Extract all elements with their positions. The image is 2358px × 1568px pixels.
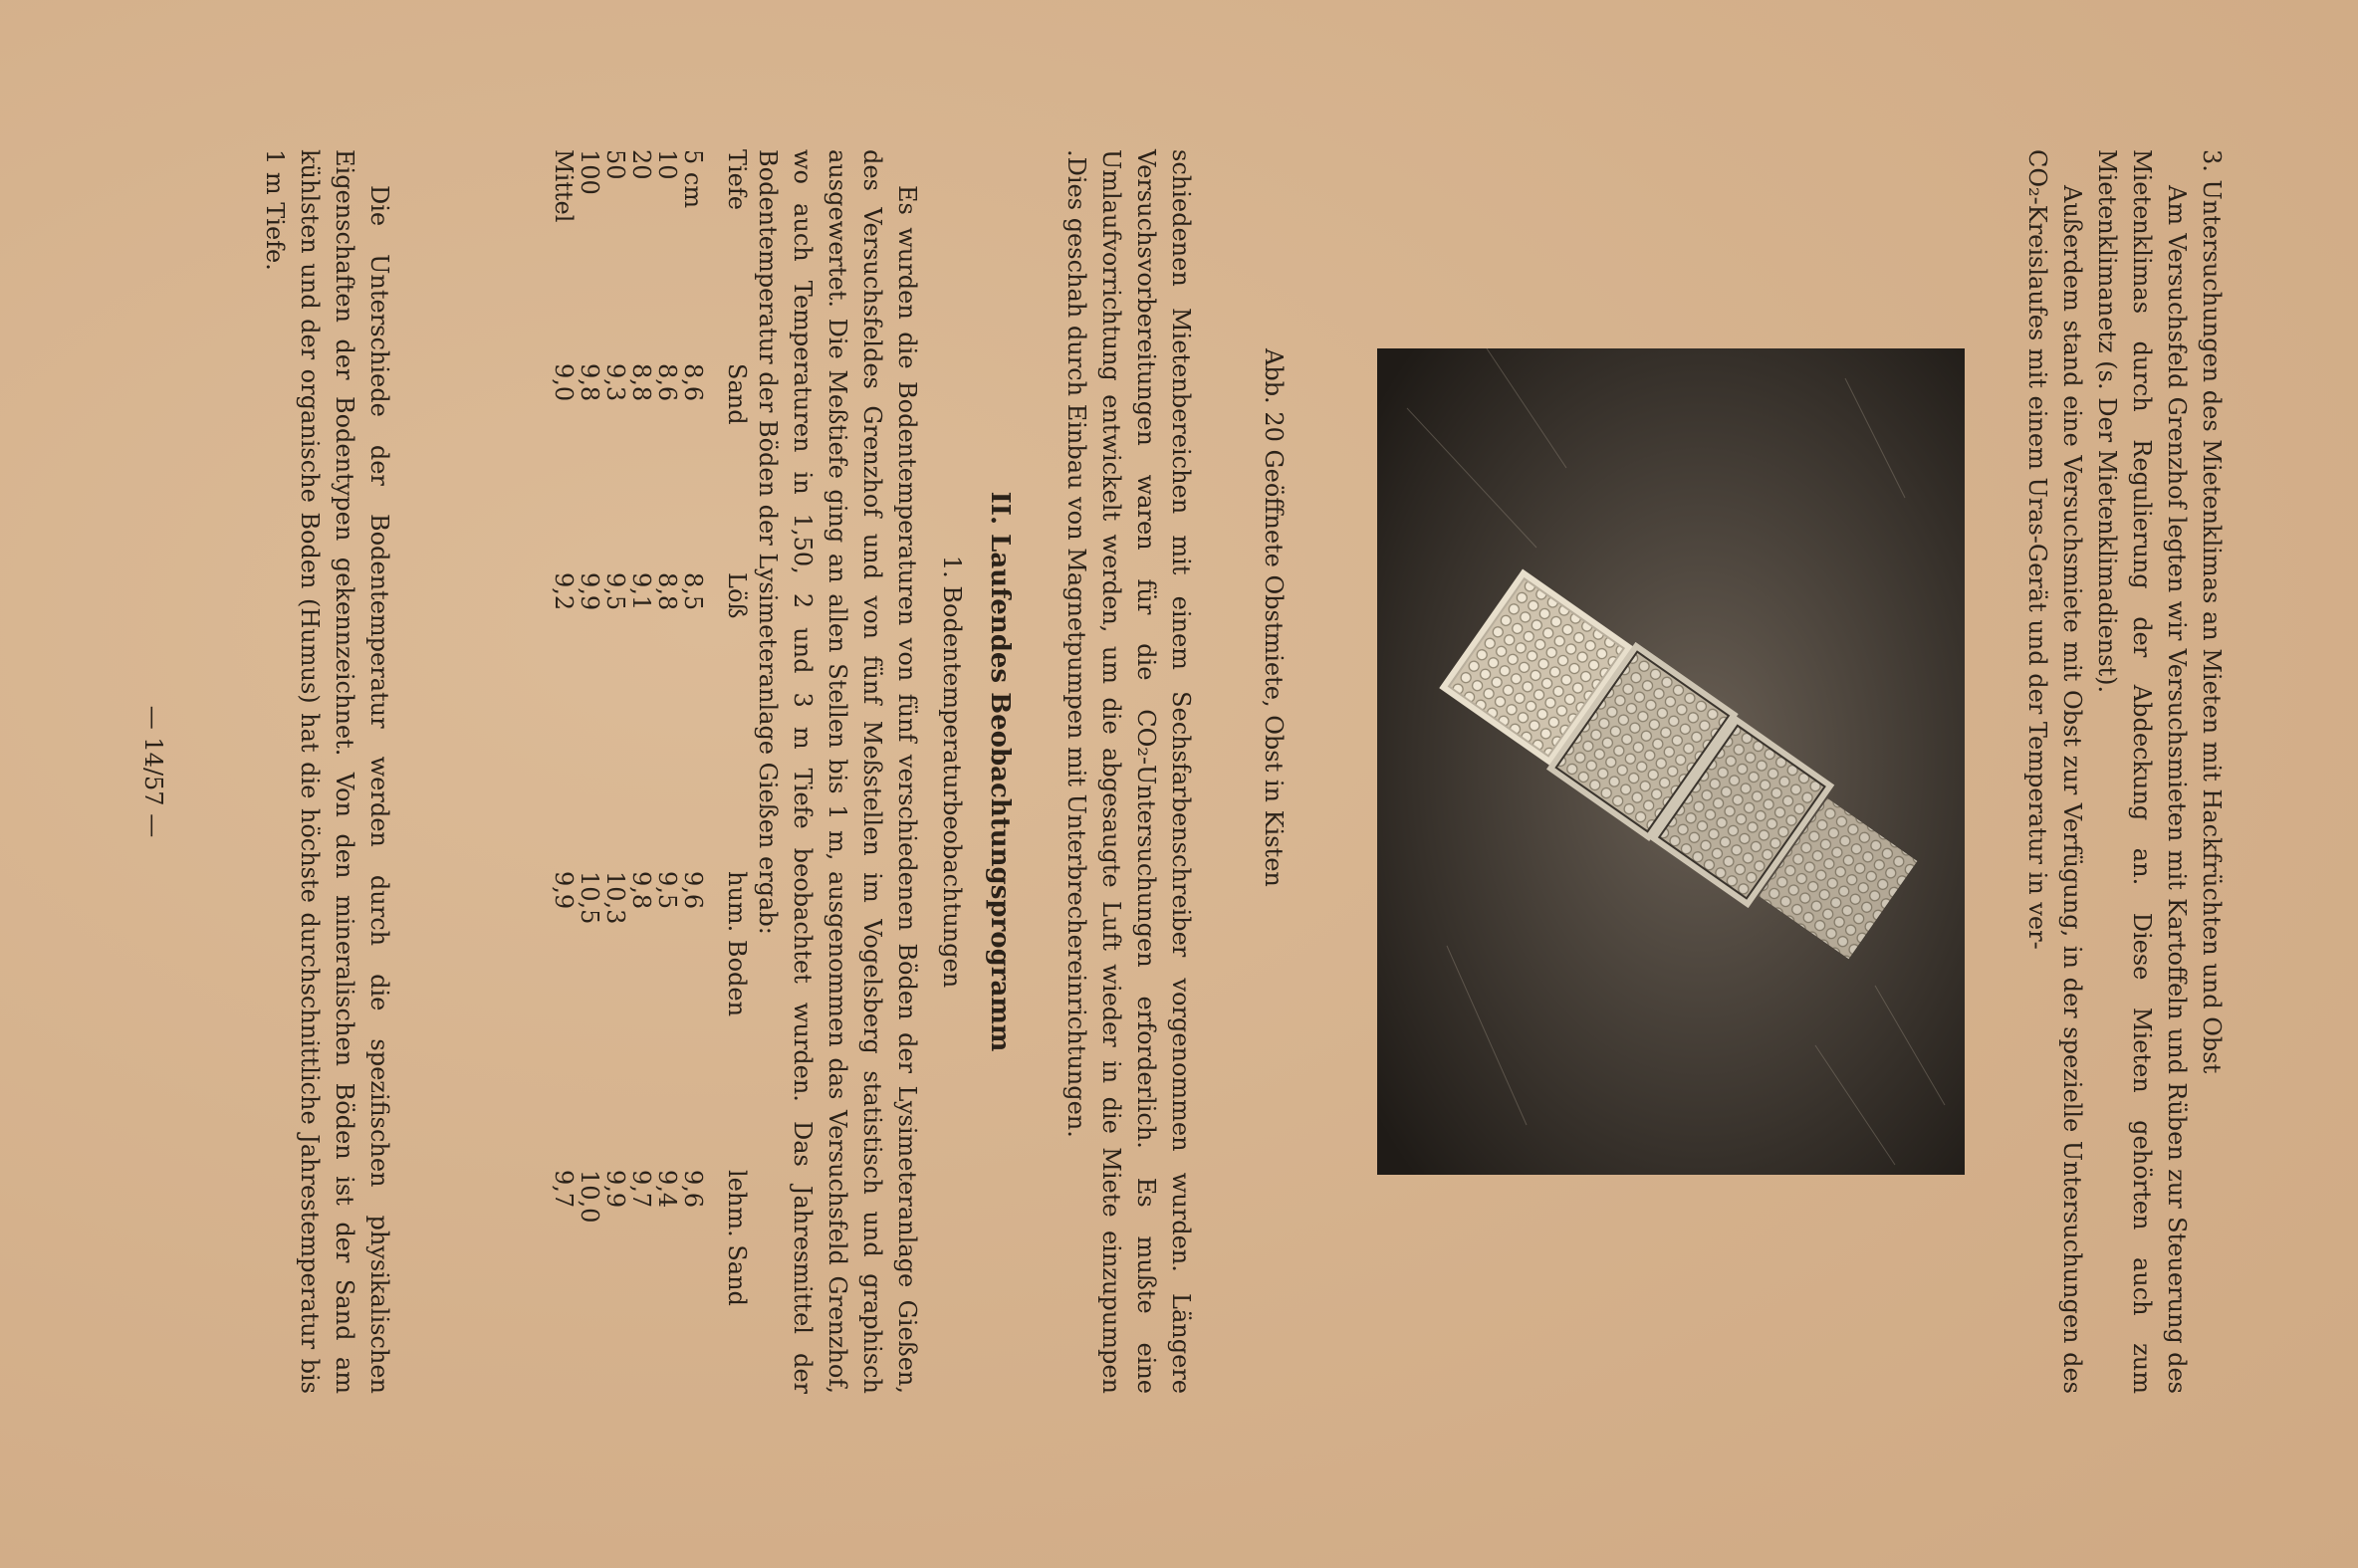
table-row [577,149,602,1389]
paragraph-bodentemperaturen-text: Es wurden die Bodentemperaturen von fünf verschiedenen Böden der Lysimeteranlage Gießen, des Versuchsfeldes Grenzhof und von fünf Meßstellen im Vogelsberg statistisch und graphisch ausgewertet. Die Meßtiefe ging an allen Stellen bis 1 m, ausgenommen das Versuchsfeld Grenzhof, wo auch Temperaturen in 1,50, 2 und 3 m Tiefe beobachtet wurden. Das Jahresmittel der Bodentemperatur der Böden der Lysimeteranlage Gießen ergab: [754,149,921,1394]
cell-lehm-sand: 9,4 [653,1170,681,1209]
figure-caption-text: Abb. 20 Geöffnete Obstmiete, Obst in Kisten [1260,348,1288,887]
col-header-hum-boden: hum. Boden [723,871,751,1017]
cell-lehm-sand: 9,6 [679,1170,707,1209]
table-header-row [706,149,750,1389]
subsection-1-heading [934,149,969,1394]
section-2-title: II. Laufendes Beobachtungsprogramm [985,491,1015,1052]
cell-lehm-sand: 9,7 [627,1170,655,1209]
cell-hum-boden: 10,5 [576,871,603,925]
cell-tiefe: 50 [601,149,629,180]
col-header-loess: Löß [723,572,751,619]
col-header-sand: Sand [723,363,751,425]
col-header-tiefe: Tiefe [723,149,751,210]
paragraph-versuchsfeld: Am Versuchsfeld Grenzhof legten wir Versuchsmieten mit Kartoffeln und Rüben zur Steuerung des Mietenklimas durch Regulierung der Abdeckung an. Diese Mieten gehörten auch zum Mietenklimanetz (s. Der Mietenklimadienst). [2093,149,2191,1394]
cell-tiefe: Mittel [550,149,578,223]
cell-loess: 8,5 [679,572,707,611]
photo-fruit-clamp [1377,348,1965,1175]
cell-loess: 9,5 [601,572,629,611]
cell-sand: 8,8 [627,363,655,402]
paragraph-unterschiede-text: Die Unterschiede der Bodentemperatur werden durch die spezifischen physikalischen Eigenschaften der Bodentypen gekennzeichnet. Von den mineralischen Böden ist der Sand am kühlsten und der organische Boden (Humus) hat die höchste durchschnittliche Jahrestemperatur bis 1 m Tiefe. [261,149,393,1394]
figure-caption [1260,348,1288,1175]
table-row [654,149,680,1389]
paragraph-obstmiete: Außerdem stand eine Versuchsmiete mit Obst zur Verfügung, in der spezielle Untersuchungen des CO₂-Kreislaufes mit einem Uras-Gerät und der Temperatur in ver- [2023,149,2086,1394]
cell-sand: 9,3 [601,363,629,402]
table-row [680,149,706,1389]
cell-sand: 9,8 [576,363,603,402]
cell-loess: 8,8 [653,572,681,611]
cell-hum-boden: 10,3 [601,871,629,925]
table-row [628,149,654,1389]
table-row [602,149,628,1389]
cell-tiefe: 100 [576,149,603,195]
paragraph-co2-text: schiedenen Mietenbereichen mit einem Sechsfarbenschreiber vorgenommen wurden. Längere Versuchsvorbereitungen waren für die CO₂-Untersuchungen erforderlich. Es mußte eine Umlaufvorrichtung entwickelt werden, um die abgesaugte Luft wieder in die Miete einzupumpen .Dies geschah durch Einbau von Magnetpumpen mit Unterbrechereinrichtungen. [1062,149,1195,1394]
cell-sand: 8,6 [653,363,681,402]
cell-hum-boden: 9,9 [550,871,578,910]
cell-hum-boden: 9,6 [679,871,707,910]
cell-tiefe: 20 [627,149,655,180]
cell-sand: 8,6 [679,363,707,402]
subsection-1-title: 1. Bodentemperaturbeobachtungen [938,555,966,989]
paragraph-co2 [1059,149,1198,1394]
cell-lehm-sand: 10,0 [576,1170,603,1224]
cell-hum-boden: 9,5 [653,871,681,910]
paragraph-unterschiede [257,149,396,1394]
section-3-heading: 3. Untersuchungen des Mietenklimas an Mieten mit Hackfrüchten und Obst [2198,149,2226,1074]
section-3 [2019,149,2229,1394]
cell-hum-boden: 9,8 [627,871,655,910]
cell-loess: 9,9 [576,572,603,611]
cell-sand: 9,0 [550,363,578,402]
cell-loess: 9,1 [627,572,655,611]
col-header-lehm-sand: lehm. Sand [723,1170,751,1306]
cell-tiefe: 10 [653,149,681,180]
cell-tiefe: 5 cm [679,149,707,209]
section-2-heading [981,149,1019,1394]
table-row-mittel [551,149,577,1389]
page-number: — 14/57 — [139,705,167,838]
photo-illustration [1377,348,1965,1175]
cell-loess: 9,2 [550,572,578,611]
cell-lehm-sand: 9,9 [601,1170,629,1209]
soil-temperature-table [551,149,750,1389]
paragraph-bodentemperaturen [750,149,924,1394]
cell-lehm-sand: 9,7 [550,1170,578,1209]
